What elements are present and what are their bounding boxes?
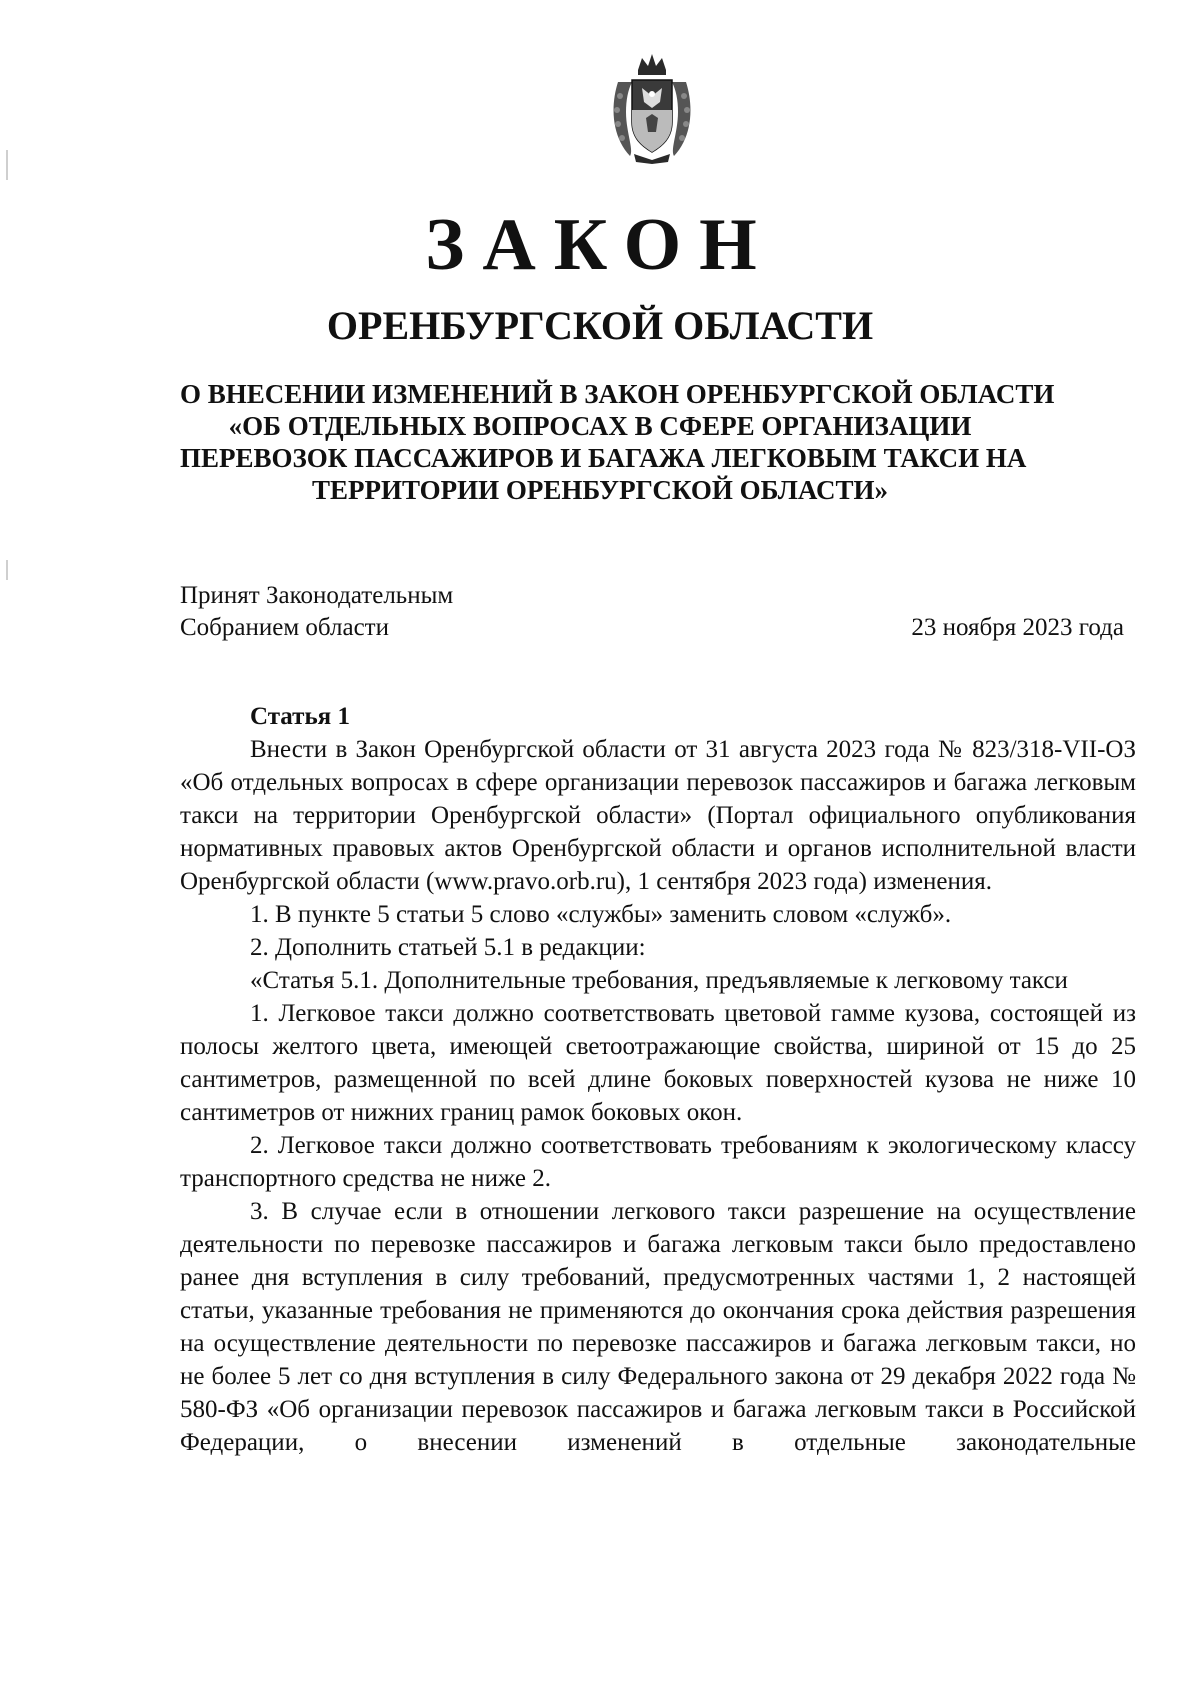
article-paragraph: 2. Легковое такси должно соответствовать требованиям к экологическому классу транспортного средства не ниже 2.: [180, 1132, 1136, 1192]
document-subtitle: ОРЕНБУРГСКОЙ ОБЛАСТИ: [326, 303, 874, 348]
article-heading: Статья 1: [250, 703, 350, 730]
adoption-note: [180, 580, 453, 644]
adoption-date: 23 ноября 2023 года: [911, 614, 1124, 641]
article-paragraph: 3. В случае если в отношении легкового такси разрешение на осуществление деятельности по перевозке пассажиров и багажа легковым такси было предоставлено ранее дня вступления в силу требований, предусмотренных частями 1, 2 настоящей статьи, указанные требования не применяются до окончания срока действия разрешения на осуществление деятельности по перевозке пассажиров и багажа легковым такси, но не более 5 лет со дня вступления в силу Федерального закона от 29 декабря 2022 года № 580-ФЗ «Об организации перевозок пассажиров и багажа легковым такси в Российской Федерации, о внесении изменений в отдельные законодательные: [180, 1198, 1136, 1456]
law-name: [180, 378, 1055, 506]
law-name-line: О ВНЕСЕНИИ ИЗМЕНЕНИЙ В ЗАКОН ОРЕНБУРГСКОЙ ОБЛАСТИ: [180, 379, 1055, 409]
document-title: ЗАКОН: [425, 204, 775, 286]
adoption-line: Собранием области: [180, 614, 389, 641]
law-name-line: ПЕРЕВОЗОК ПАССАЖИРОВ И БАГАЖА ЛЕГКОВЫМ ТАКСИ НА: [180, 443, 1027, 473]
law-name-line: «ОБ ОТДЕЛЬНЫХ ВОПРОСАХ В СФЕРЕ ОРГАНИЗАЦИИ: [228, 411, 972, 441]
article-paragraph: 2. Дополнить статьей 5.1 в редакции:: [250, 934, 646, 961]
adoption-line: Принят Законодательным: [180, 582, 454, 609]
law-name-line: ТЕРРИТОРИИ ОРЕНБУРГСКОЙ ОБЛАСТИ»: [311, 475, 889, 505]
article-paragraph: «Статья 5.1. Дополнительные требования, предъявляемые к легковому такси: [250, 967, 1068, 994]
coat-of-arms-icon: [608, 52, 696, 164]
scan-margin-mark: [6, 560, 8, 580]
article-paragraph: 1. В пункте 5 статьи 5 слово «службы» заменить словом «служб».: [250, 901, 952, 928]
article-paragraph: Внести в Закон Оренбургской области от 31 августа 2023 года № 823/318-VII-ОЗ «Об отдельных вопросах в сфере организации перевозок пассажиров и багажа легковым такси на территории Оренбургской области» (Портал официального опубликования нормативных правовых актов Оренбургской области и органов исполнительной власти Оренбургской области (www.pravo.orb.ru), 1 сентября 2023 года) изменения.: [180, 736, 1136, 895]
article-paragraph: 1. Легковое такси должно соответствовать цветовой гамме кузова, состоящей из полосы желтого цвета, имеющей светоотражающие свойства, шириной от 15 до 25 сантиметров, размещенной по всей длине боковых поверхностей кузова не ниже 10 сантиметров от нижних границ рамок боковых окон.: [180, 1000, 1136, 1126]
article-body: [180, 700, 1136, 1459]
scan-margin-mark: [6, 150, 8, 180]
